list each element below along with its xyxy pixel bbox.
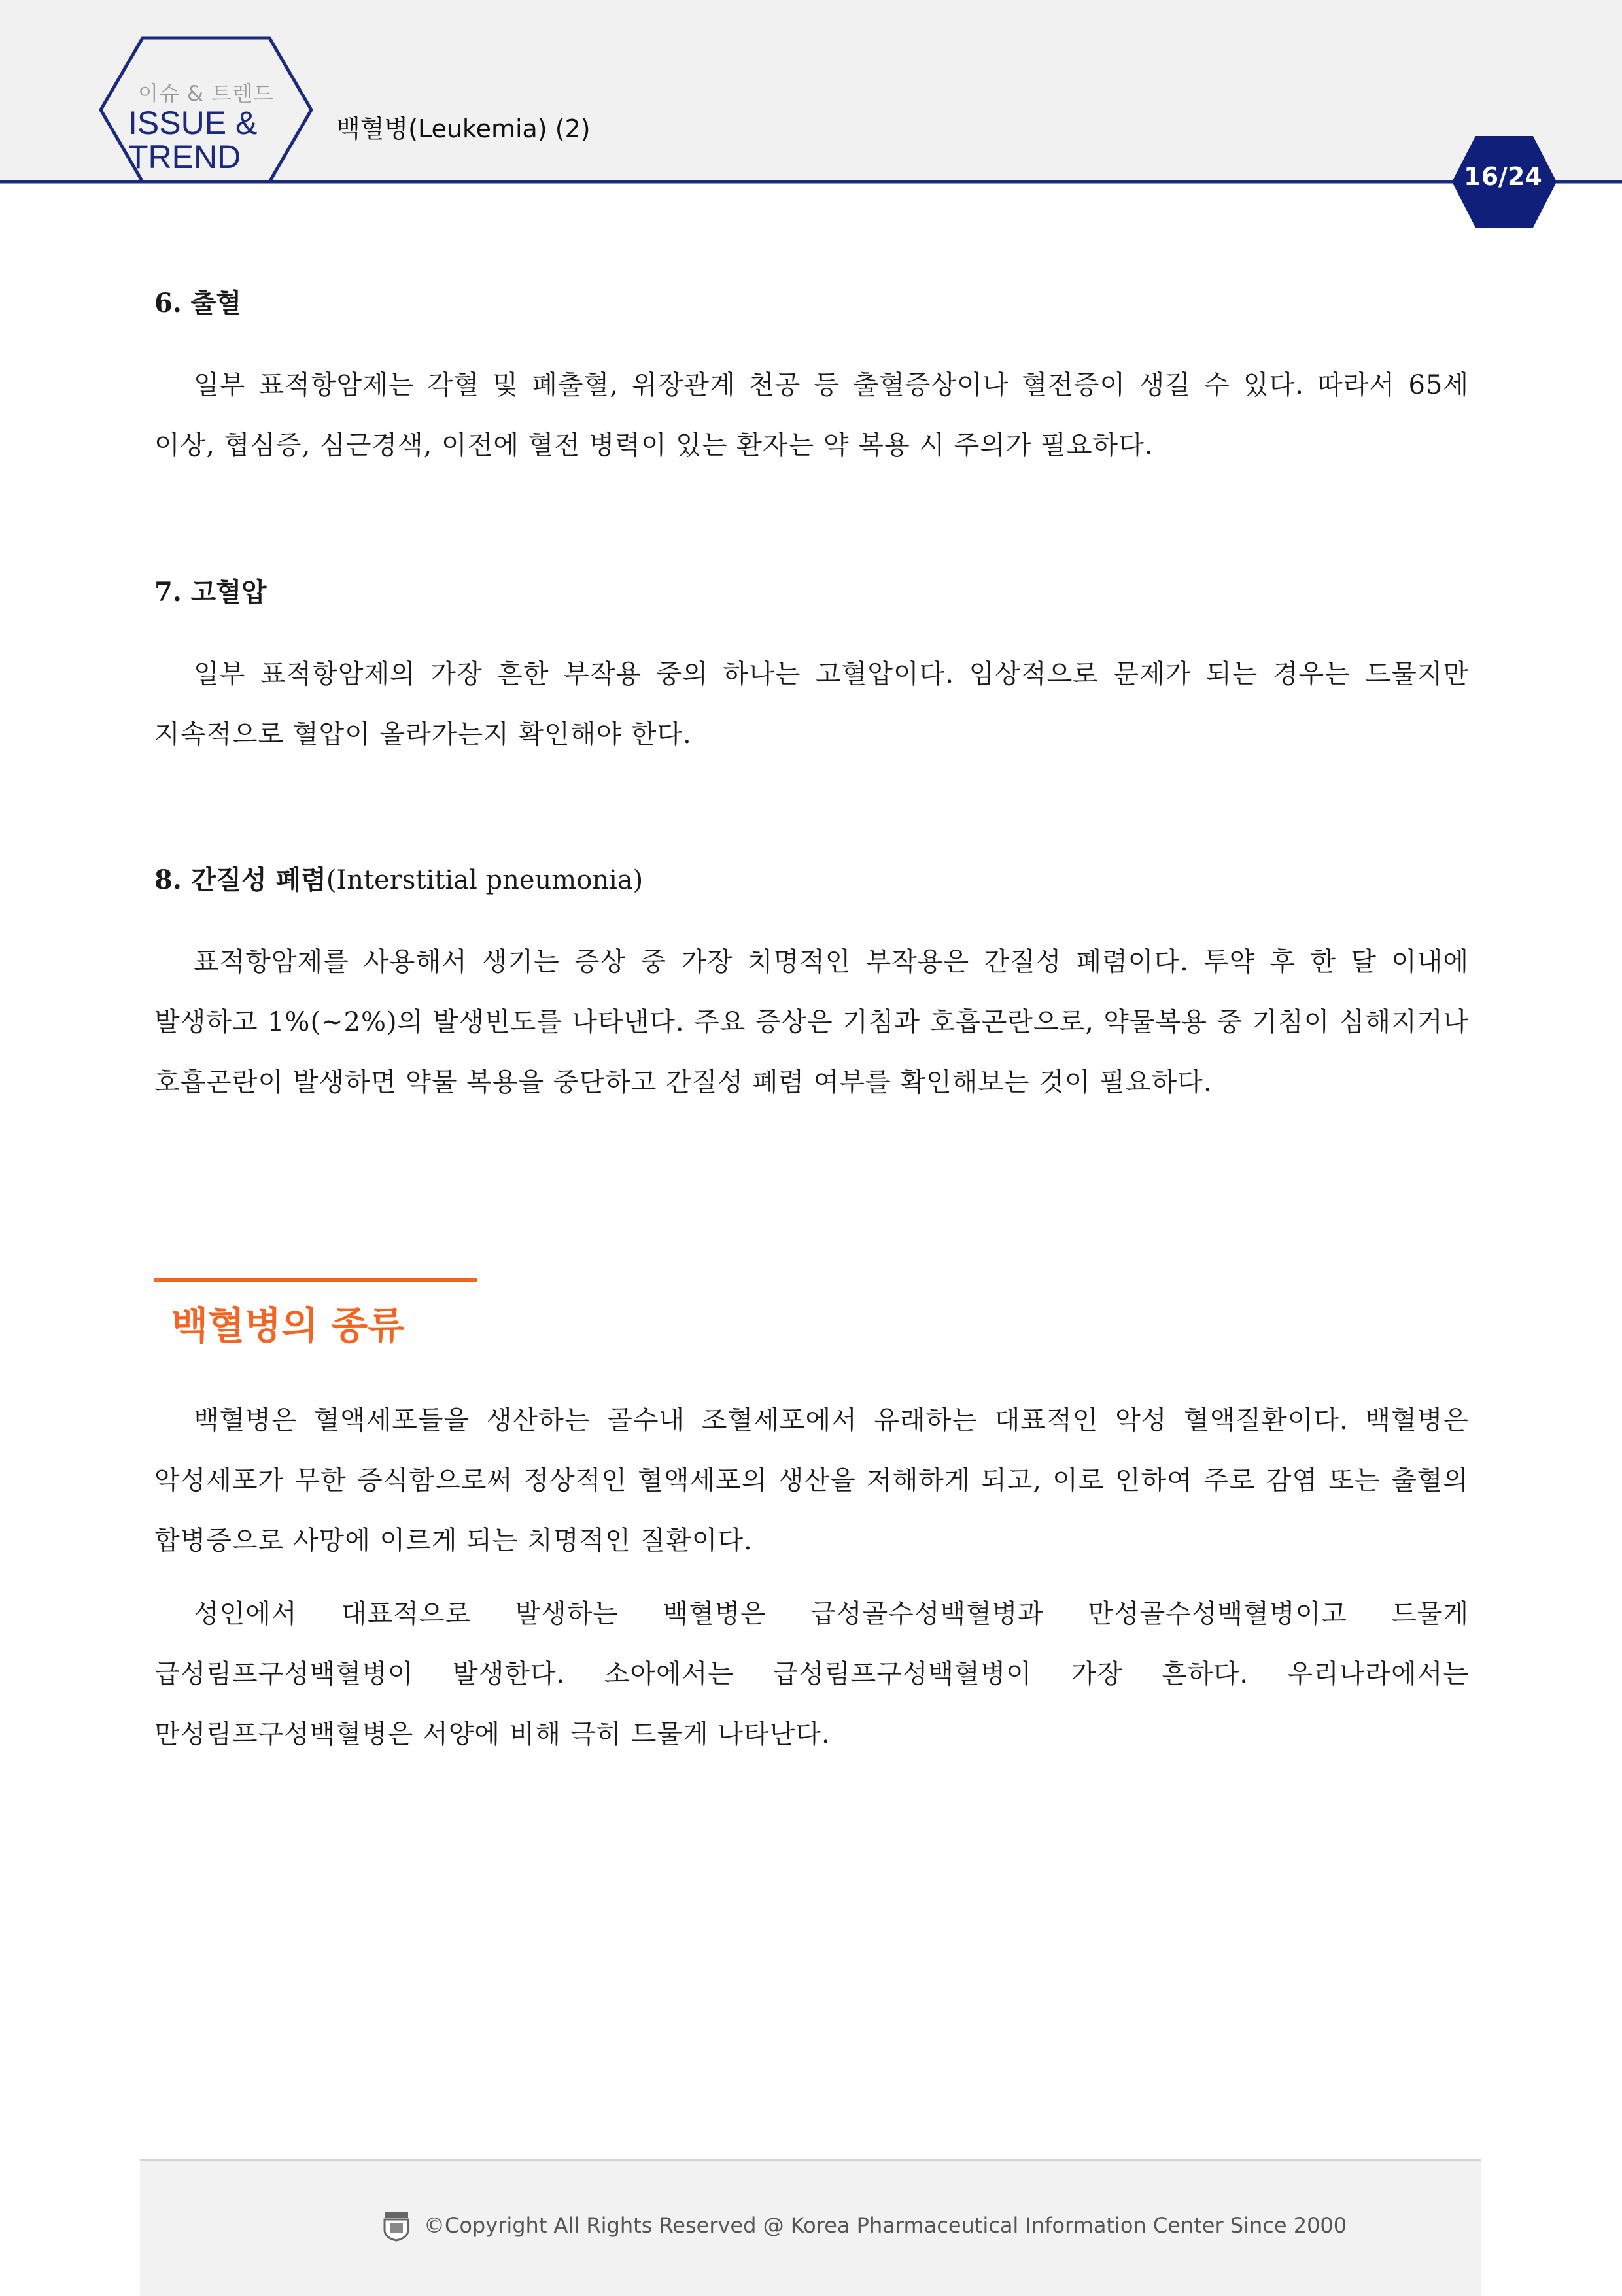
- document-title: 백혈병(Leukemia) (2): [336, 114, 591, 143]
- paragraph: 일부 표적항암제는 각혈 및 폐출혈, 위장관계 천공 등 출혈증상이나 혈전증이 생길 수 있다. 따라서 65세 이상, 협심증, 심근경색, 이전에 혈전 병력이 있는 환자는 약 복용 시 주의가 필요하다.: [154, 370, 1469, 460]
- paragraph: 표적항암제를 사용해서 생기는 증상 중 가장 치명적인 부작용은 간질성 폐렴이다. 투약 후 한 달 이내에 발생하고 1%(~2%)의 발생빈도를 나타낸다. 주요 증상은 기침과 호흡곤란으로, 약물복용 중 기침이 심해지거나 호흡곤란이 발생하면 약물 복용을 중단하고 간질성 폐렴 여부를 확인해보는 것이 필요하다.: [154, 947, 1469, 1097]
- logo-issue-trend: [128, 106, 257, 174]
- section-title: [154, 859, 1469, 897]
- section-title-ko: 8. 간질성 폐렴: [154, 865, 326, 895]
- kpic-emblem-icon: [382, 2209, 411, 2242]
- section-title-en: (Interstitial pneumonia): [326, 865, 644, 895]
- copyright-text: ©Copyright All Rights Reserved @ Korea Pharmaceutical Information Center Since 2000: [424, 2213, 1347, 2238]
- section-interstitial-pneumonia: [154, 859, 1469, 1112]
- heading-accent-rule: [154, 1278, 477, 1282]
- section-title: 7. 고혈압: [154, 577, 267, 608]
- page-number: 16/24: [1464, 162, 1542, 191]
- logo-korean: 이슈 & 트렌드: [138, 81, 274, 106]
- logo-line-1: ISSUE &: [128, 105, 258, 141]
- section-hypertension: [154, 572, 1469, 764]
- paragraph: 일부 표적항암제의 가장 흔한 부작용 중의 하나는 고혈압이다. 임상적으로 문제가 되는 경우는 드물지만 지속적으로 혈압이 올라가는지 확인해야 한다.: [154, 659, 1469, 749]
- paragraph: 백혈병은 혈액세포들을 생산하는 골수내 조혈세포에서 유래하는 대표적인 악성 혈액질환이다. 백혈병은 악성세포가 무한 증식함으로써 정상적인 혈액세포의 생산을 저해하게 되고, 이로 인하여 주로 감염 또는 출혈의 합병증으로 사망에 이르게 되는 치명적인 질환이다.: [154, 1405, 1469, 1556]
- section-bleeding: [154, 283, 1469, 475]
- section-types: [154, 1390, 1469, 1764]
- types-heading: 백혈병의 종류: [171, 1303, 405, 1348]
- section-title: 6. 출혈: [154, 288, 241, 318]
- logo-line-2: TREND: [128, 139, 241, 175]
- paragraph: 성인에서 대표적으로 발생하는 백혈병은 급성골수성백혈병과 만성골수성백혈병이고 드물게 급성림프구성백혈병이 발생한다. 소아에서는 급성림프구성백혈병이 가장 흔하다. 우리나라에서는 만성림프구성백혈병은 서양에 비해 극히 드물게 나타난다.: [154, 1599, 1469, 1749]
